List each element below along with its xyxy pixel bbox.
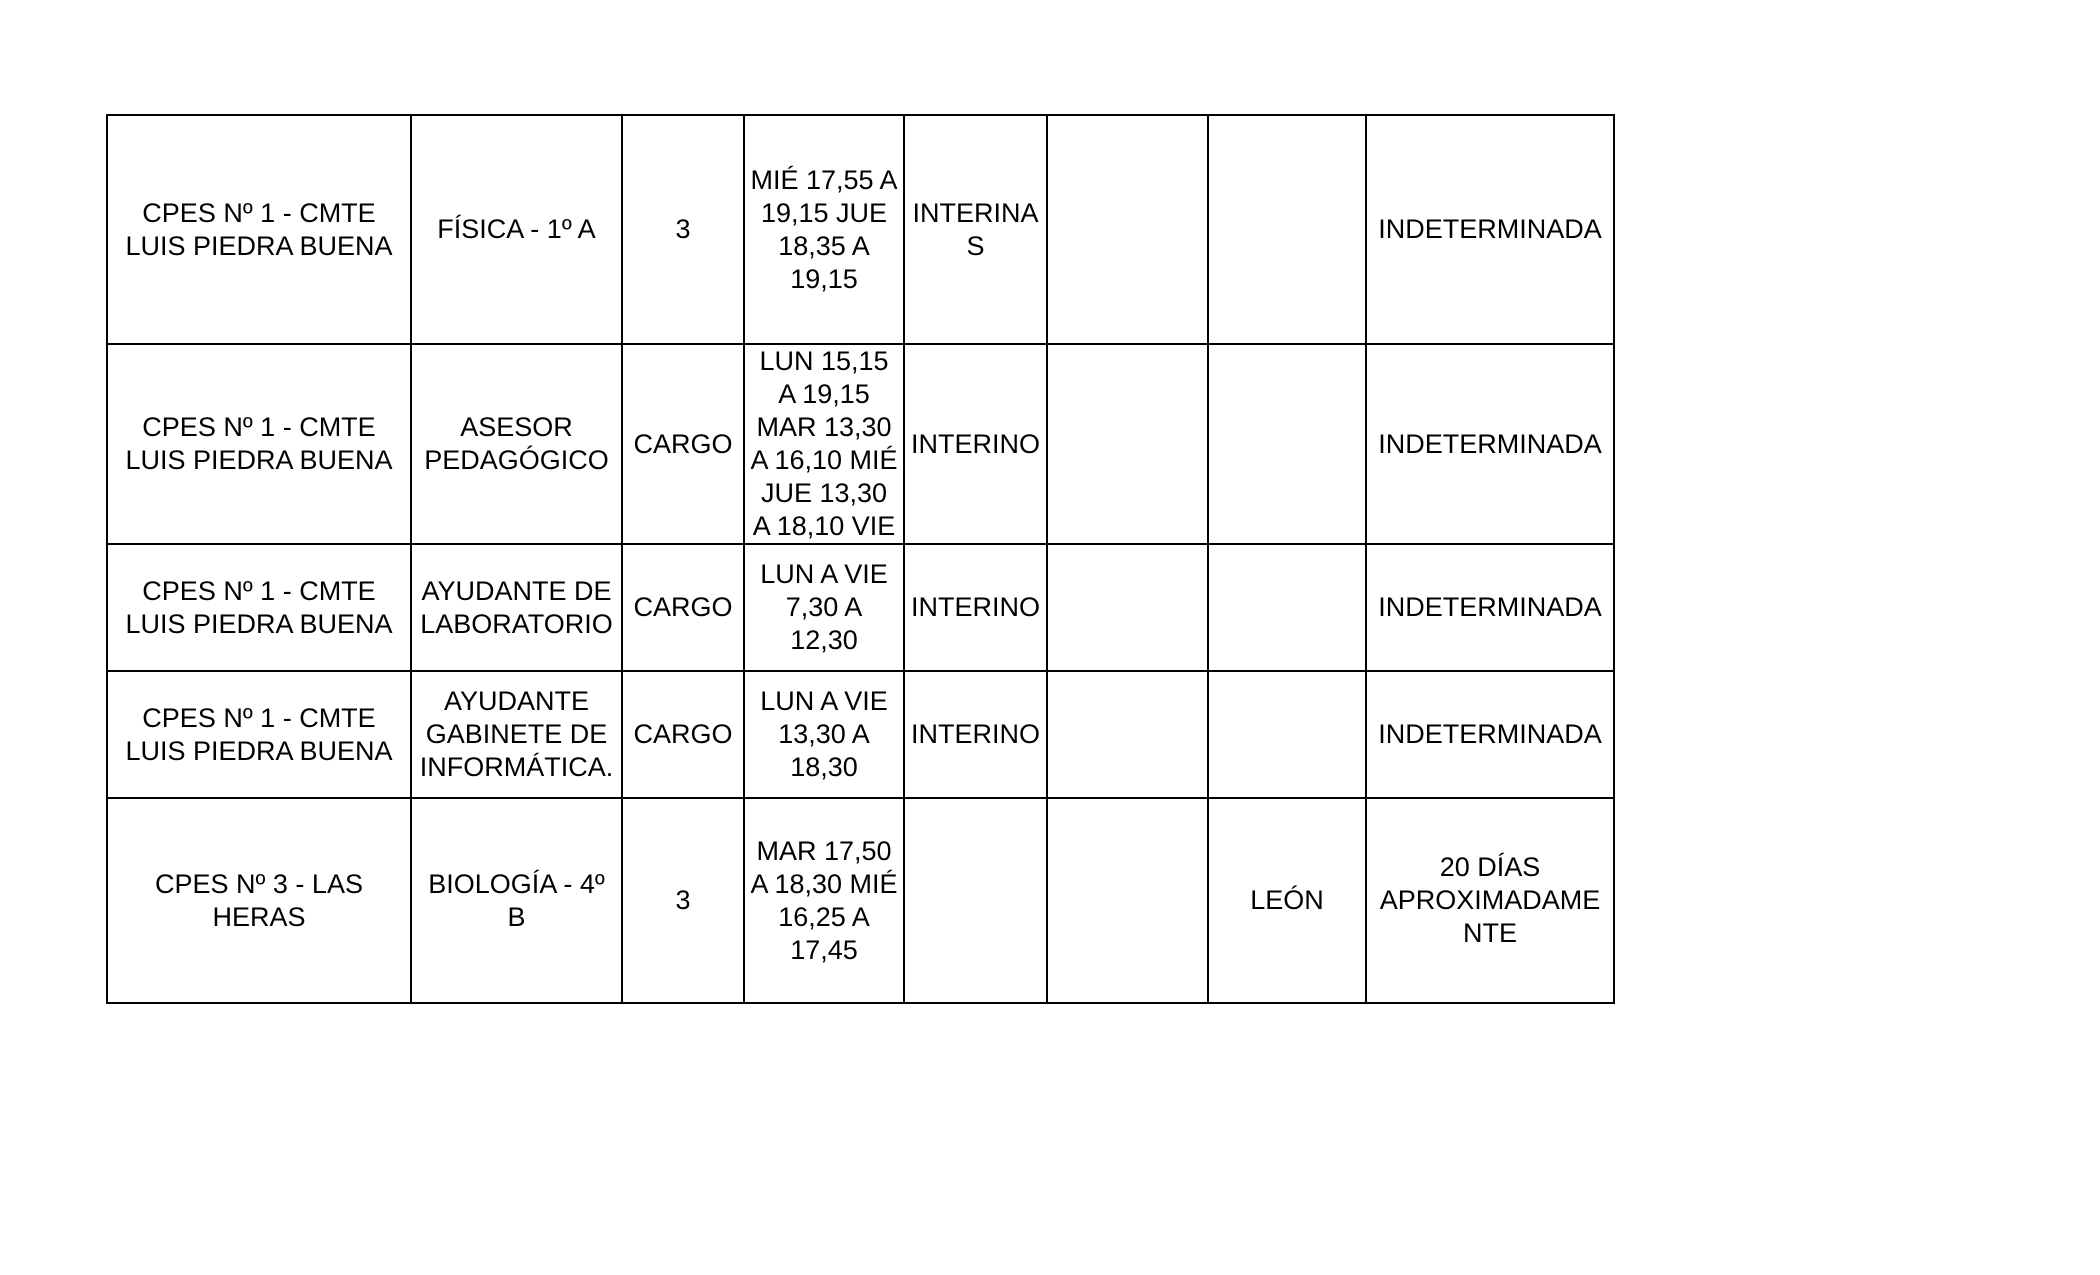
duration-cell: INDETERMINADA <box>1366 115 1614 344</box>
status-cell: INTERINO <box>904 544 1047 671</box>
school-cell: CPES Nº 1 - CMTE LUIS PIEDRA BUENA <box>107 344 411 544</box>
subject-cell: FÍSICA - 1º A <box>411 115 622 344</box>
duration-cell: INDETERMINADA <box>1366 671 1614 798</box>
schedule-cell: LUN 15,15 A 19,15 MAR 13,30 A 16,10 MIÉ JUE 13,30 A 18,10 VIE <box>744 344 904 544</box>
location-cell <box>1208 115 1366 344</box>
schedule-cell: MIÉ 17,55 A 19,15 JUE 18,35 A 19,15 <box>744 115 904 344</box>
school-cell: CPES Nº 1 - CMTE LUIS PIEDRA BUENA <box>107 115 411 344</box>
schedule-cell: MAR 17,50 A 18,30 MIÉ 16,25 A 17,45 <box>744 798 904 1003</box>
empty-cell <box>1047 344 1208 544</box>
empty-cell <box>1047 544 1208 671</box>
table-row <box>107 344 1614 544</box>
empty-cell <box>1047 671 1208 798</box>
empty-cell <box>1047 115 1208 344</box>
hours-cell: 3 <box>622 115 744 344</box>
hours-cell: 3 <box>622 798 744 1003</box>
status-cell <box>904 798 1047 1003</box>
location-cell <box>1208 671 1366 798</box>
hours-cell: CARGO <box>622 671 744 798</box>
status-cell: INTERINO <box>904 671 1047 798</box>
schedule-cell: LUN A VIE 7,30 A 12,30 <box>744 544 904 671</box>
school-cell: CPES Nº 3 - LAS HERAS <box>107 798 411 1003</box>
table-row <box>107 115 1614 344</box>
table-row <box>107 671 1614 798</box>
subject-cell: AYUDANTE GABINETE DE INFORMÁTICA. <box>411 671 622 798</box>
vacancies-table <box>106 114 1615 1004</box>
subject-cell: ASESOR PEDAGÓGICO <box>411 344 622 544</box>
duration-cell: INDETERMINADA <box>1366 344 1614 544</box>
status-cell: INTERINA S <box>904 115 1047 344</box>
status-cell: INTERINO <box>904 344 1047 544</box>
table-row <box>107 544 1614 671</box>
hours-cell: CARGO <box>622 544 744 671</box>
table-row <box>107 798 1614 1003</box>
duration-cell: INDETERMINADA <box>1366 544 1614 671</box>
subject-cell: AYUDANTE DE LABORATORIO <box>411 544 622 671</box>
location-cell: LEÓN <box>1208 798 1366 1003</box>
location-cell <box>1208 344 1366 544</box>
school-cell: CPES Nº 1 - CMTE LUIS PIEDRA BUENA <box>107 671 411 798</box>
location-cell <box>1208 544 1366 671</box>
school-cell: CPES Nº 1 - CMTE LUIS PIEDRA BUENA <box>107 544 411 671</box>
hours-cell: CARGO <box>622 344 744 544</box>
subject-cell: BIOLOGÍA - 4º B <box>411 798 622 1003</box>
schedule-cell: LUN A VIE 13,30 A 18,30 <box>744 671 904 798</box>
empty-cell <box>1047 798 1208 1003</box>
duration-cell: 20 DÍAS APROXIMADAME NTE <box>1366 798 1614 1003</box>
